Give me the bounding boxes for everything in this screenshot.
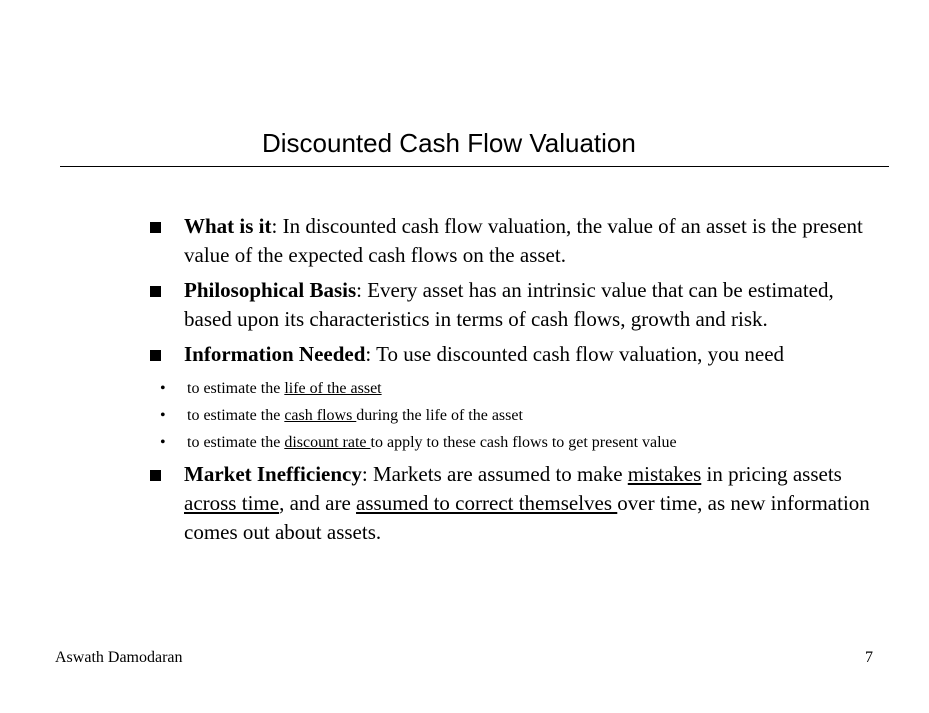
title-divider	[60, 166, 889, 167]
sub-bullet-cash-flows	[150, 402, 870, 429]
sub-bullet-life	[150, 375, 870, 402]
bullet-information-needed	[150, 340, 870, 369]
dot-bullet-icon: •	[160, 407, 166, 424]
bullet-label: Information Needed	[184, 342, 366, 366]
sub-bullet-text: to estimate the	[187, 434, 285, 451]
footer-page-number: 7	[865, 649, 873, 666]
bullet-text: : Every asset has an intrinsic value that can be estimated, based upon its characteristics in terms of cash flows, growth and risk.	[184, 278, 834, 331]
footer-author: Aswath Damodaran	[55, 649, 183, 666]
bullet-what-is-it	[150, 212, 870, 270]
dot-bullet-icon: •	[160, 380, 166, 397]
bullet-text: in pricing assets	[701, 462, 842, 486]
square-bullet-icon	[150, 350, 161, 361]
sub-bullet-underlined: life of the asset	[284, 380, 382, 397]
bullet-list	[150, 212, 870, 553]
bullet-text: over time, as new information comes out about assets.	[184, 491, 870, 544]
bullet-text: : To use discounted cash flow valuation, you need	[365, 342, 785, 366]
sub-bullet-text-post: during the life of the asset	[356, 407, 523, 424]
bullet-market-inefficiency	[150, 460, 870, 547]
bullet-text: : In discounted cash flow valuation, the value of an asset is the present value of the expected cash flows on the asset.	[184, 214, 863, 267]
sub-bullet-list	[150, 375, 870, 456]
bullet-label: What is it	[184, 214, 272, 238]
sub-bullet-text: to estimate the	[187, 407, 285, 424]
underlined-correct-themselves: assumed to correct themselves	[356, 491, 618, 515]
underlined-across-time: across time	[184, 491, 280, 515]
sub-bullet-text: to estimate the	[187, 380, 285, 397]
sub-bullet-text-post: to apply to these cash flows to get present value	[370, 434, 677, 451]
square-bullet-icon	[150, 286, 161, 297]
sub-bullet-underlined: discount rate	[284, 434, 371, 451]
square-bullet-icon	[150, 470, 161, 481]
slide-title: Discounted Cash Flow Valuation	[262, 128, 636, 158]
sub-bullet-underlined: cash flows	[284, 407, 357, 424]
sub-bullet-discount-rate	[150, 429, 870, 456]
bullet-text: : Markets are assumed to make	[361, 462, 628, 486]
bullet-label: Market Inefficiency	[184, 462, 362, 486]
underlined-mistakes: mistakes	[627, 462, 702, 486]
square-bullet-icon	[150, 222, 161, 233]
bullet-text: , and are	[279, 491, 357, 515]
dot-bullet-icon: •	[160, 434, 166, 451]
bullet-label: Philosophical Basis	[184, 278, 357, 302]
bullet-philosophical-basis	[150, 276, 870, 334]
